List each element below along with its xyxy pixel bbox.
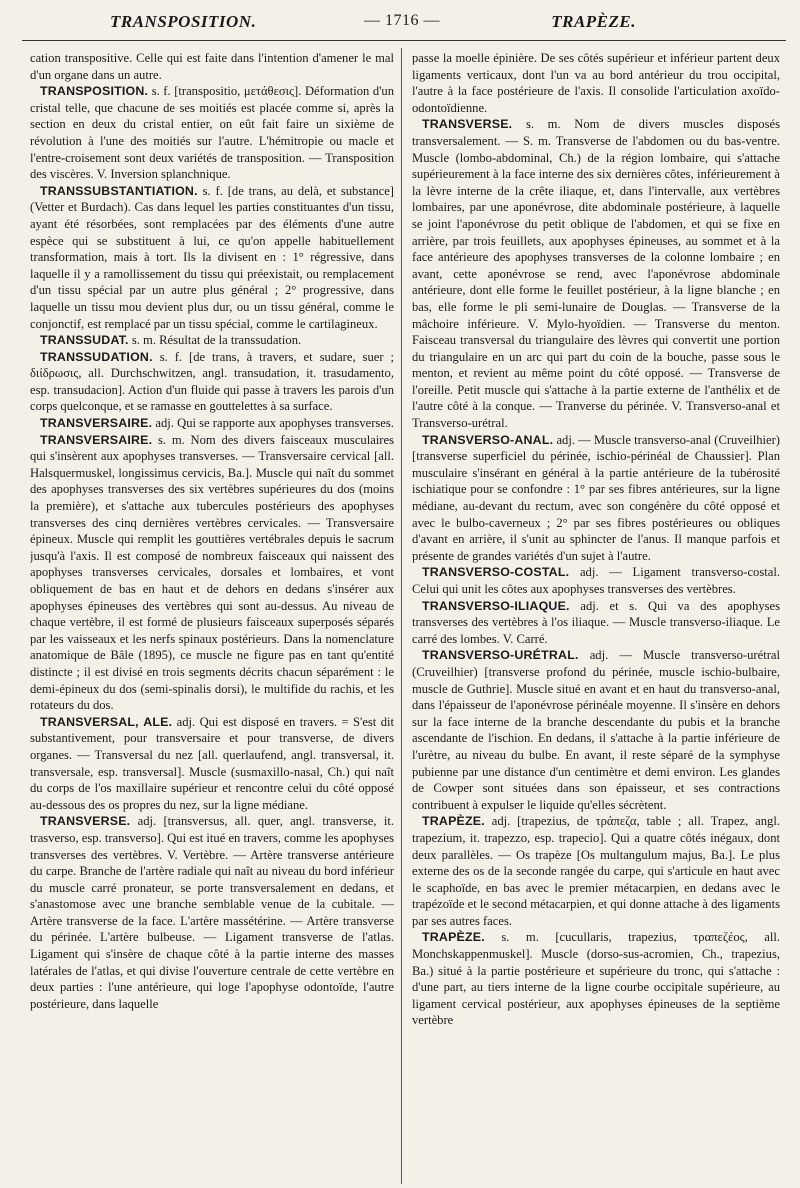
entry-headword: TRANSVERSO-ANAL. [422, 432, 554, 447]
entry-headword: TRANSVERSO-COSTAL. [422, 565, 570, 580]
dictionary-entry [412, 432, 780, 565]
entry-text: adj. — Muscle transverso-urétral (Cruveilhier) [transverse profond du périnée, muscle ischio-bulbaire, muscle de Guthrie]. Muscle situé en avant et en haut du transverso-anal, dans l'épaisseur de l'aponévrose périnéale moyenne. Il s'insère en dehors sur la face interne de la branche descendante du pubis et la branche ascendante de l'ischion. En dedans, il s'attache à la partie inférieure de l'urètre, au niveau du bulbe. En avant, il reste séparé de la symphyse pubienne par une distance d'un centimètre et demi environ. Les glandes de Cowper sont situées dans son épaisseur, et ses contractions contribuent à expulser le liquide qu'elles sécrètent. [412, 648, 780, 812]
entry-text: s. m. Nom de divers muscles disposés transversalement. — S. m. Transverse de l'abdomen ou du bas-ventre. Muscle (lombo-abdominal, Ch.) de la région lombaire, qui s'attache supérieurement à la face interne des six dernières côtes, inférieurement à la lèvre interne de la crête iliaque, et, dans l'intervalle, aux vertèbres lombaires, par une aponévrose, dite abdominale postérieure, à laquelle se joint l'aponévrose du petit oblique de l'abdomen, et qui se fixe en arrière, par trois feuillets, aux apophyses épineuses, au sommet et à la face antérieure des apophyses transverses de la colonne lombaire ; en avant, cette aponévrose se rend, avec l'aponévrose abdominale antérieure, dont elle forme le feuillet postérieur, à la ligne blanche ; en bas, elle forme le pli semi-lunaire de Douglas. — Transverse de la mâchoire inférieure. V. Mylo-hyoïdien. — Transverse du menton. Faisceau transversal du triangulaire des lèvres qui convertit une portion du triangulaire en un arc qui part du coin de la bouche, passe sous le menton, et revient au même point du côté opposé. — Transverse de l'oreille. Petit muscle qui s'attache à la partie externe de l'anthélix et de l'autre côté à la conque. — Tranverse du périnée. V. Transverso-anal et Transverso-urétral. [412, 117, 780, 431]
entry-headword: TRANSVERSE. [40, 814, 131, 829]
entry-text: adj. [trapezius, de τράπεζα, table ; all. Trapez, angl. trapezium, it. trapezzo, esp. trapecio]. Qui a quatre côtés inégaux, dont deux parallèles. — Os trapèze [Os multangulum majus, Ba.]. Le plus externe des os de la seconde rangée du carpe, qui s'articule en haut avec le scaphoïde, en bas avec le premier métacarpien, en dedans avec le trapézoïde et le second métacarpien, et qui donne attache à des ligaments par ses autres faces. [412, 814, 780, 928]
dictionary-entry [412, 598, 780, 648]
dictionary-entry [30, 349, 394, 415]
entry-headword: TRANSVERSE. [422, 117, 513, 132]
entry-text: adj. Qui se rapporte aux apophyses transverses. [155, 416, 394, 431]
entry-text: adj. Qui est disposé en travers. = S'est dit substantivement, pour transversaire et pour transverse, de divers organes. — Transversal du nez [all. querlaufend, angl. transversal, it. transversale, esp. transversal]. Muscle (susmaxillo-nasal, Ch.) qui naît du corps de l'os maxillaire supérieur et rencontre celui du côté opposé au-dessous des os propres du nez, sur la ligne médiane. [30, 714, 394, 812]
header-rule [22, 40, 786, 41]
entry-headword: TRANSSUDAT. [40, 333, 129, 348]
entry-text: s. f. [de trans, au delà, et substance] (Vetter et Burdach). Cas dans lequel les parties constituantes d'un tissu, ayant été résorbées, sont remplacées par des éléments d'une autre espèce qui se substituent à lui, ce qu'on appelle habituellement transformation, mais à tort. Ils la divisent en : 1° régressive, dans laquelle il y a ramollissement du tissu qui préexistait, ou remplacement d'un tissu spécial par un autre plus général ; 2° progressive, dans laquelle un tissu mou devient plus dur, ou un tissu général, comme le conjonctif, est remplacé par un tissu spécial, comme le cartilagineux. [30, 183, 394, 331]
dictionary-entry [30, 83, 394, 183]
right-column [412, 50, 780, 1182]
column-divider [401, 48, 402, 1184]
page-number: — 1716 — [364, 12, 440, 29]
dictionary-entry [412, 813, 780, 929]
dictionary-entry [30, 813, 394, 1012]
entry-text: adj. — Ligament transverso-costal. Celui qui unit les côtes aux apophyses transverses des vertèbres. [412, 565, 780, 596]
dictionary-entry [30, 714, 394, 814]
entry-headword: TRANSVERSAL, ALE. [40, 714, 173, 729]
header-left-word: TRANSPOSITION. [110, 12, 257, 31]
entry-headword: TRAPÈZE. [422, 814, 485, 829]
entry-text: adj. [transversus, all. quer, angl. transverse, it. trasverso, esp. transverso]. Qui est itué en travers, comme les apophyses transverses des vertèbres. V. Vertèbre. — Artère transverse antérieure du carpe. Branche de l'artère radiale qui naît au niveau du bord inférieur du muscle carré pronateur, se porte transversalement en dedans, et s'anastomose avec une branche semblable venue de la cubitale. — Artère transverse de la face. L'artère massétérine. — Artère transverse du périnée. L'artère bulbeuse. — Ligament transverse de l'atlas. Ligament qui s'insère de chaque côté à la partie interne des masses latérales de l'atlas, et qui divise l'ouverture centrale de cette vertèbre en deux parties : l'une antérieure, qui loge l'apophyse odontoïde, l'autre postérieure, dans laquelle [30, 814, 394, 1011]
entry-text: passe la moelle épinière. De ses côtés supérieur et inférieur partent deux ligaments verticaux, dont l'un va au bord antérieur du trou occipital, l'autre à la face postérieure de l'axis. Il consolide l'articulation axoïdo-odontoïdienne. [412, 51, 780, 115]
entry-headword: TRANSSUBSTANTIATION. [40, 183, 198, 198]
entry-text: adj. — Muscle transverso-anal (Cruveilhier) [transverse superficiel du périnée, ischio-périnéal de Chaussier]. Plan musculaire s'insérant en général à la partie antérieure de la tubérosité ischiatique pour se confondre : 1° par ses fibres antérieures, sur la ligne médiane, au-devant du rectum, avec son congénère du côté opposé et avec le bulbo-caverneux ; 2° par ses fibres postérieures ou obliques d'avant en arrière, il s'unit au sphincter de l'anus. Il manque parfois et présente de grandes variétés d'un sujet à l'autre. [412, 432, 780, 563]
entry-text: s. m. [cucullaris, trapezius, τραπεζέος, all. Monchskappenmuskel]. Muscle (dorso-sus-acromien, Ch., trapezius, Ba.) situé à la partie postérieure et supérieure du tronc, qui s'attache : d'une part, au tiers interne de la ligne courbe occipitale supérieure, au ligament cervical postérieur, aux apophyses épineuses de la septième vertèbre [412, 930, 780, 1028]
entry-text: adj. et s. Qui va des apophyses transverses des vertèbres à l'os iliaque. — Muscle transverso-iliaque. Le carré des lombes. V. Carré. [412, 598, 780, 646]
entry-text: s. m. Résultat de la transsudation. [131, 333, 302, 348]
entry-headword: TRANSVERSAIRE. [40, 416, 153, 431]
entry-text: s. f. [de trans, à travers, et sudare, suer ; διίδρωσις, all. Durchschwitzen, angl. transudation, it. trasudamento, esp. transudacion]. Action d'un fluide qui passe à travers les parois d'un corps quelconque, et se ramasse en gouttelettes à sa surface. [30, 349, 394, 414]
dictionary-entry [30, 183, 394, 332]
entry-headword: TRAPÈZE. [422, 930, 485, 945]
entry-headword: TRANSPOSITION. [40, 84, 149, 99]
dictionary-entry [412, 564, 780, 597]
entry-headword: TRANSVERSO-URÉTRAL. [422, 648, 579, 663]
entry-headword: TRANSSUDATION. [40, 349, 153, 364]
running-header [22, 12, 786, 40]
dictionary-entry [412, 50, 780, 116]
entry-text: s. f. [transpositio, μετάθεσις]. Déformation d'un cristal telle, que chacune de ses moitiés est placée comme si, après la section en deux du cristal entier, on eût fait faire un sixième de révolution à l'une des moitiés sur l'autre. L'hémitropie ou macle et l'entre-croisement sont deux variétés de transposition. — Transposition des viscères. V. Inversion splanchnique. [30, 84, 394, 182]
dictionary-entry [30, 332, 394, 349]
entry-headword: TRANSVERSAIRE. [40, 432, 153, 447]
entry-text: s. m. Nom des divers faisceaux musculaires qui s'insèrent aux apophyses transverses. — Transversaire cervical [all. Halsquermuskel, longissimus cervicis, Ba.]. Muscle qui naît du sommet des apophyses transverses des six vertèbres supérieures du dos (moins la première), et s'attache aux tubercules postérieurs des apophyses transverses des cinq dernières vertèbres cervicales. — Transversaire épineux. Muscle qui remplit les gouttières vertébrales depuis le sacrum jusqu'à l'axis. Il est composé de nombreux faisceaux qui naissent des apophyses transverses cervicales, dorsales et lombaires, et vont obliquement de bas en haut et de dehors en dedans s'insérer aux apophyses épineuses des vertèbres qui sont au-dessus. Au niveau de chaque vertèbre, il est formé de plusieurs faisceaux superposés séparés par les vaisseaux et les nerfs spinaux postérieurs. Dans la nomenclature anatomique de Bâle (1895), ce muscle ne figure pas en tant qu'entité distincte ; il est divisé en trois segments décrits chacun séparément : le demi-épineux du dos (semi-spinalis dorsi), le multifide du rachis, et les rotateurs du dos. [30, 432, 394, 713]
left-column [30, 50, 394, 1182]
dictionary-entry [412, 929, 780, 1029]
dictionary-entry [30, 432, 394, 714]
dictionary-entry [30, 415, 394, 432]
header-right-word: TRAPÈZE. [551, 12, 636, 31]
dictionary-entry [412, 647, 780, 813]
entry-text: cation transpositive. Celle qui est faite dans l'intention d'amener le mal d'un organe dans un autre. [30, 51, 394, 82]
dictionary-entry [412, 116, 780, 431]
dictionary-entry [30, 50, 394, 83]
entry-headword: TRANSVERSO-ILIAQUE. [422, 598, 570, 613]
